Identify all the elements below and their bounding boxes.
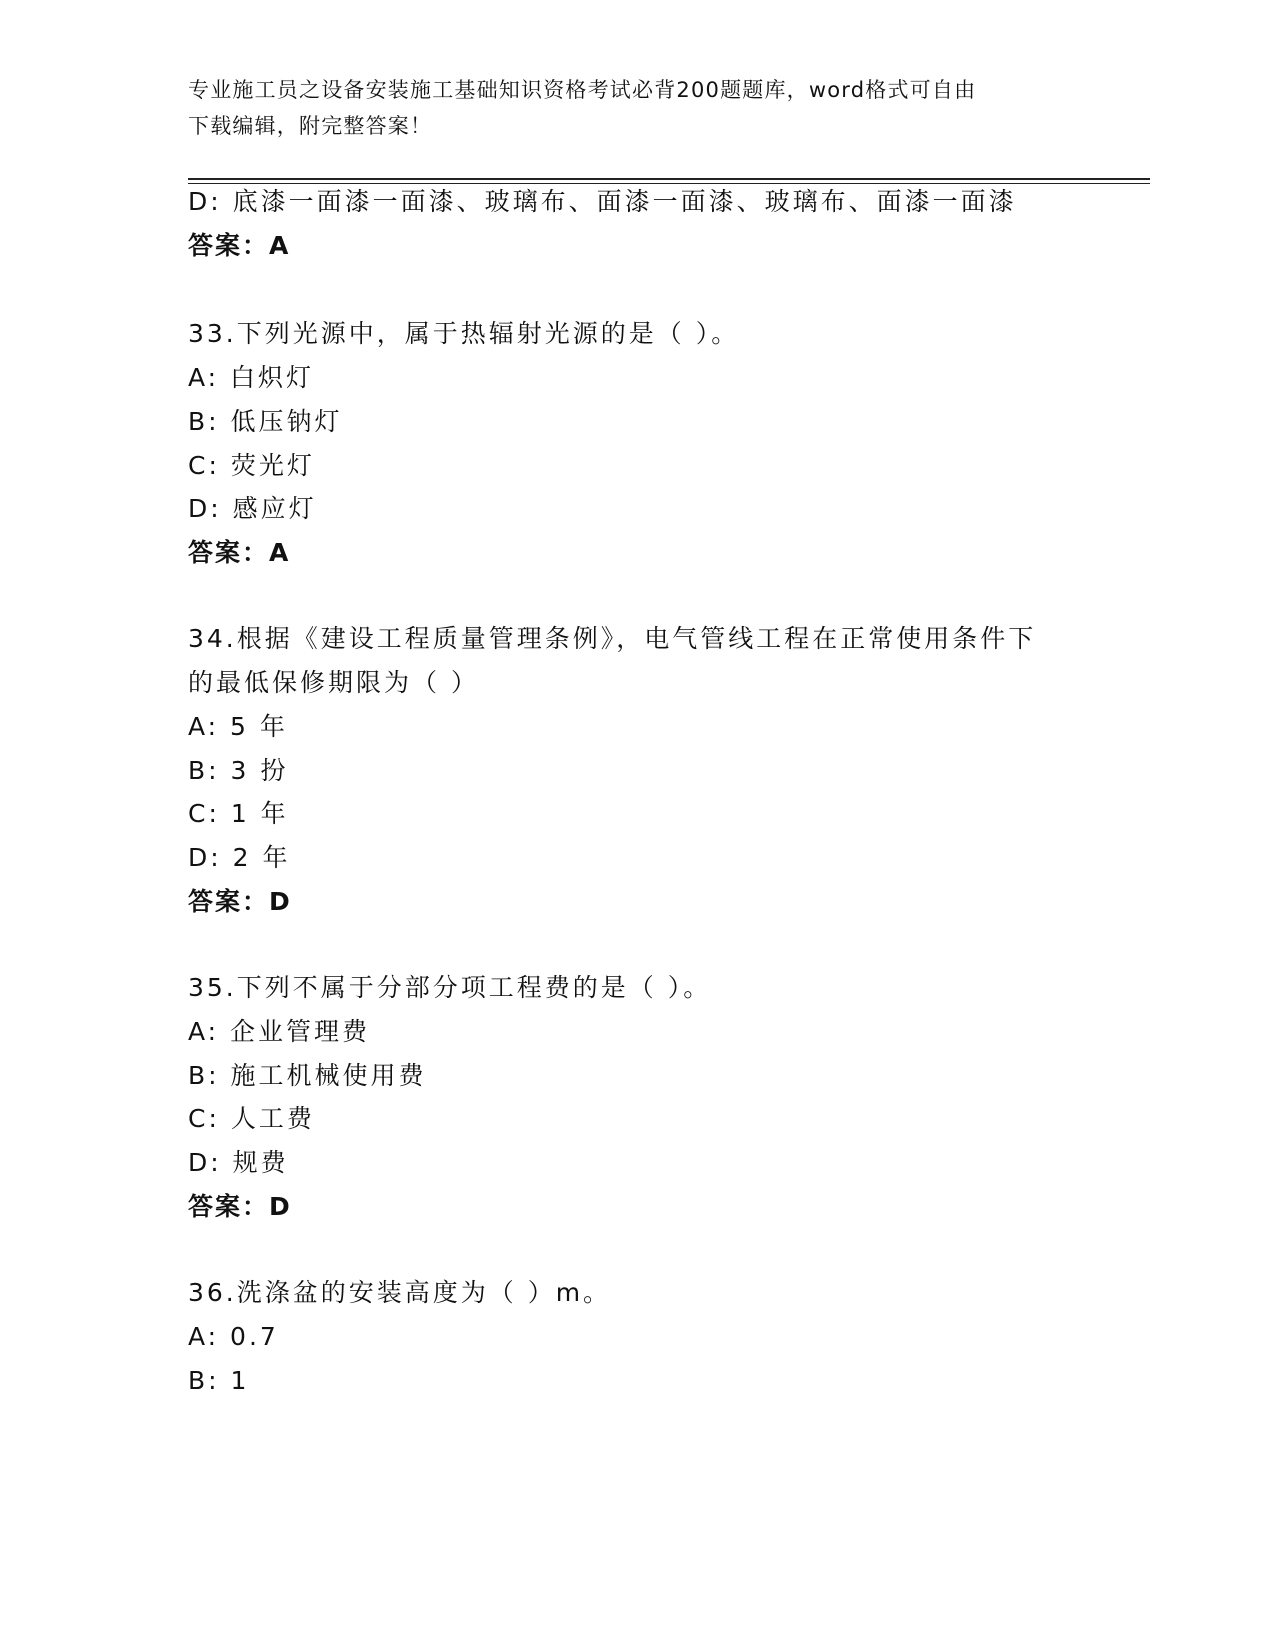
answer: 答案：A — [188, 538, 291, 567]
option-c: C: 人工费 — [188, 1104, 315, 1133]
header-line-1: 专业施工员之设备安装施工基础知识资格考试必背200题题库，word格式可自由 — [188, 78, 977, 102]
answer: 答案：D — [188, 1192, 292, 1221]
header-line-2: 下载编辑，附完整答案！ — [188, 114, 433, 138]
option-b: B: 3 扮 — [188, 756, 289, 785]
option-c: C: 1 年 — [188, 799, 289, 828]
header-divider — [188, 178, 1150, 180]
option-d: D: 规费 — [188, 1148, 289, 1177]
question-stem: 35.下列不属于分部分项工程费的是（ ）。 — [188, 973, 712, 1002]
option-b: B: 施工机械使用费 — [188, 1061, 427, 1090]
question-stem-continued: 的最低保修期限为（ ） — [188, 668, 479, 697]
document-header — [188, 72, 1088, 144]
answer: 答案：A — [188, 231, 291, 260]
option-a: A: 0.7 — [188, 1322, 279, 1351]
option-d: D: 感应灯 — [188, 494, 317, 523]
option-a: A: 5 年 — [188, 712, 288, 741]
question-stem: 36.洗涤盆的安装高度为（ ）m。 — [188, 1278, 612, 1307]
header-divider-thin — [188, 183, 1150, 184]
question-stem: 34.根据《建设工程质量管理条例》，电气管线工程在正常使用条件下 — [188, 624, 1037, 653]
option-d: D: 2 年 — [188, 843, 291, 872]
option-c: C: 荧光灯 — [188, 451, 315, 480]
option-d: D: 底漆一面漆一面漆、玻璃布、面漆一面漆、玻璃布、面漆一面漆 — [188, 187, 1017, 216]
option-a: A: 企业管理费 — [188, 1017, 371, 1046]
question-stem: 33.下列光源中，属于热辐射光源的是（ ）。 — [188, 319, 740, 348]
option-b: B: 1 — [188, 1366, 250, 1395]
option-b: B: 低压钠灯 — [188, 407, 343, 436]
option-a: A: 白炽灯 — [188, 363, 315, 392]
answer: 答案：D — [188, 887, 292, 916]
